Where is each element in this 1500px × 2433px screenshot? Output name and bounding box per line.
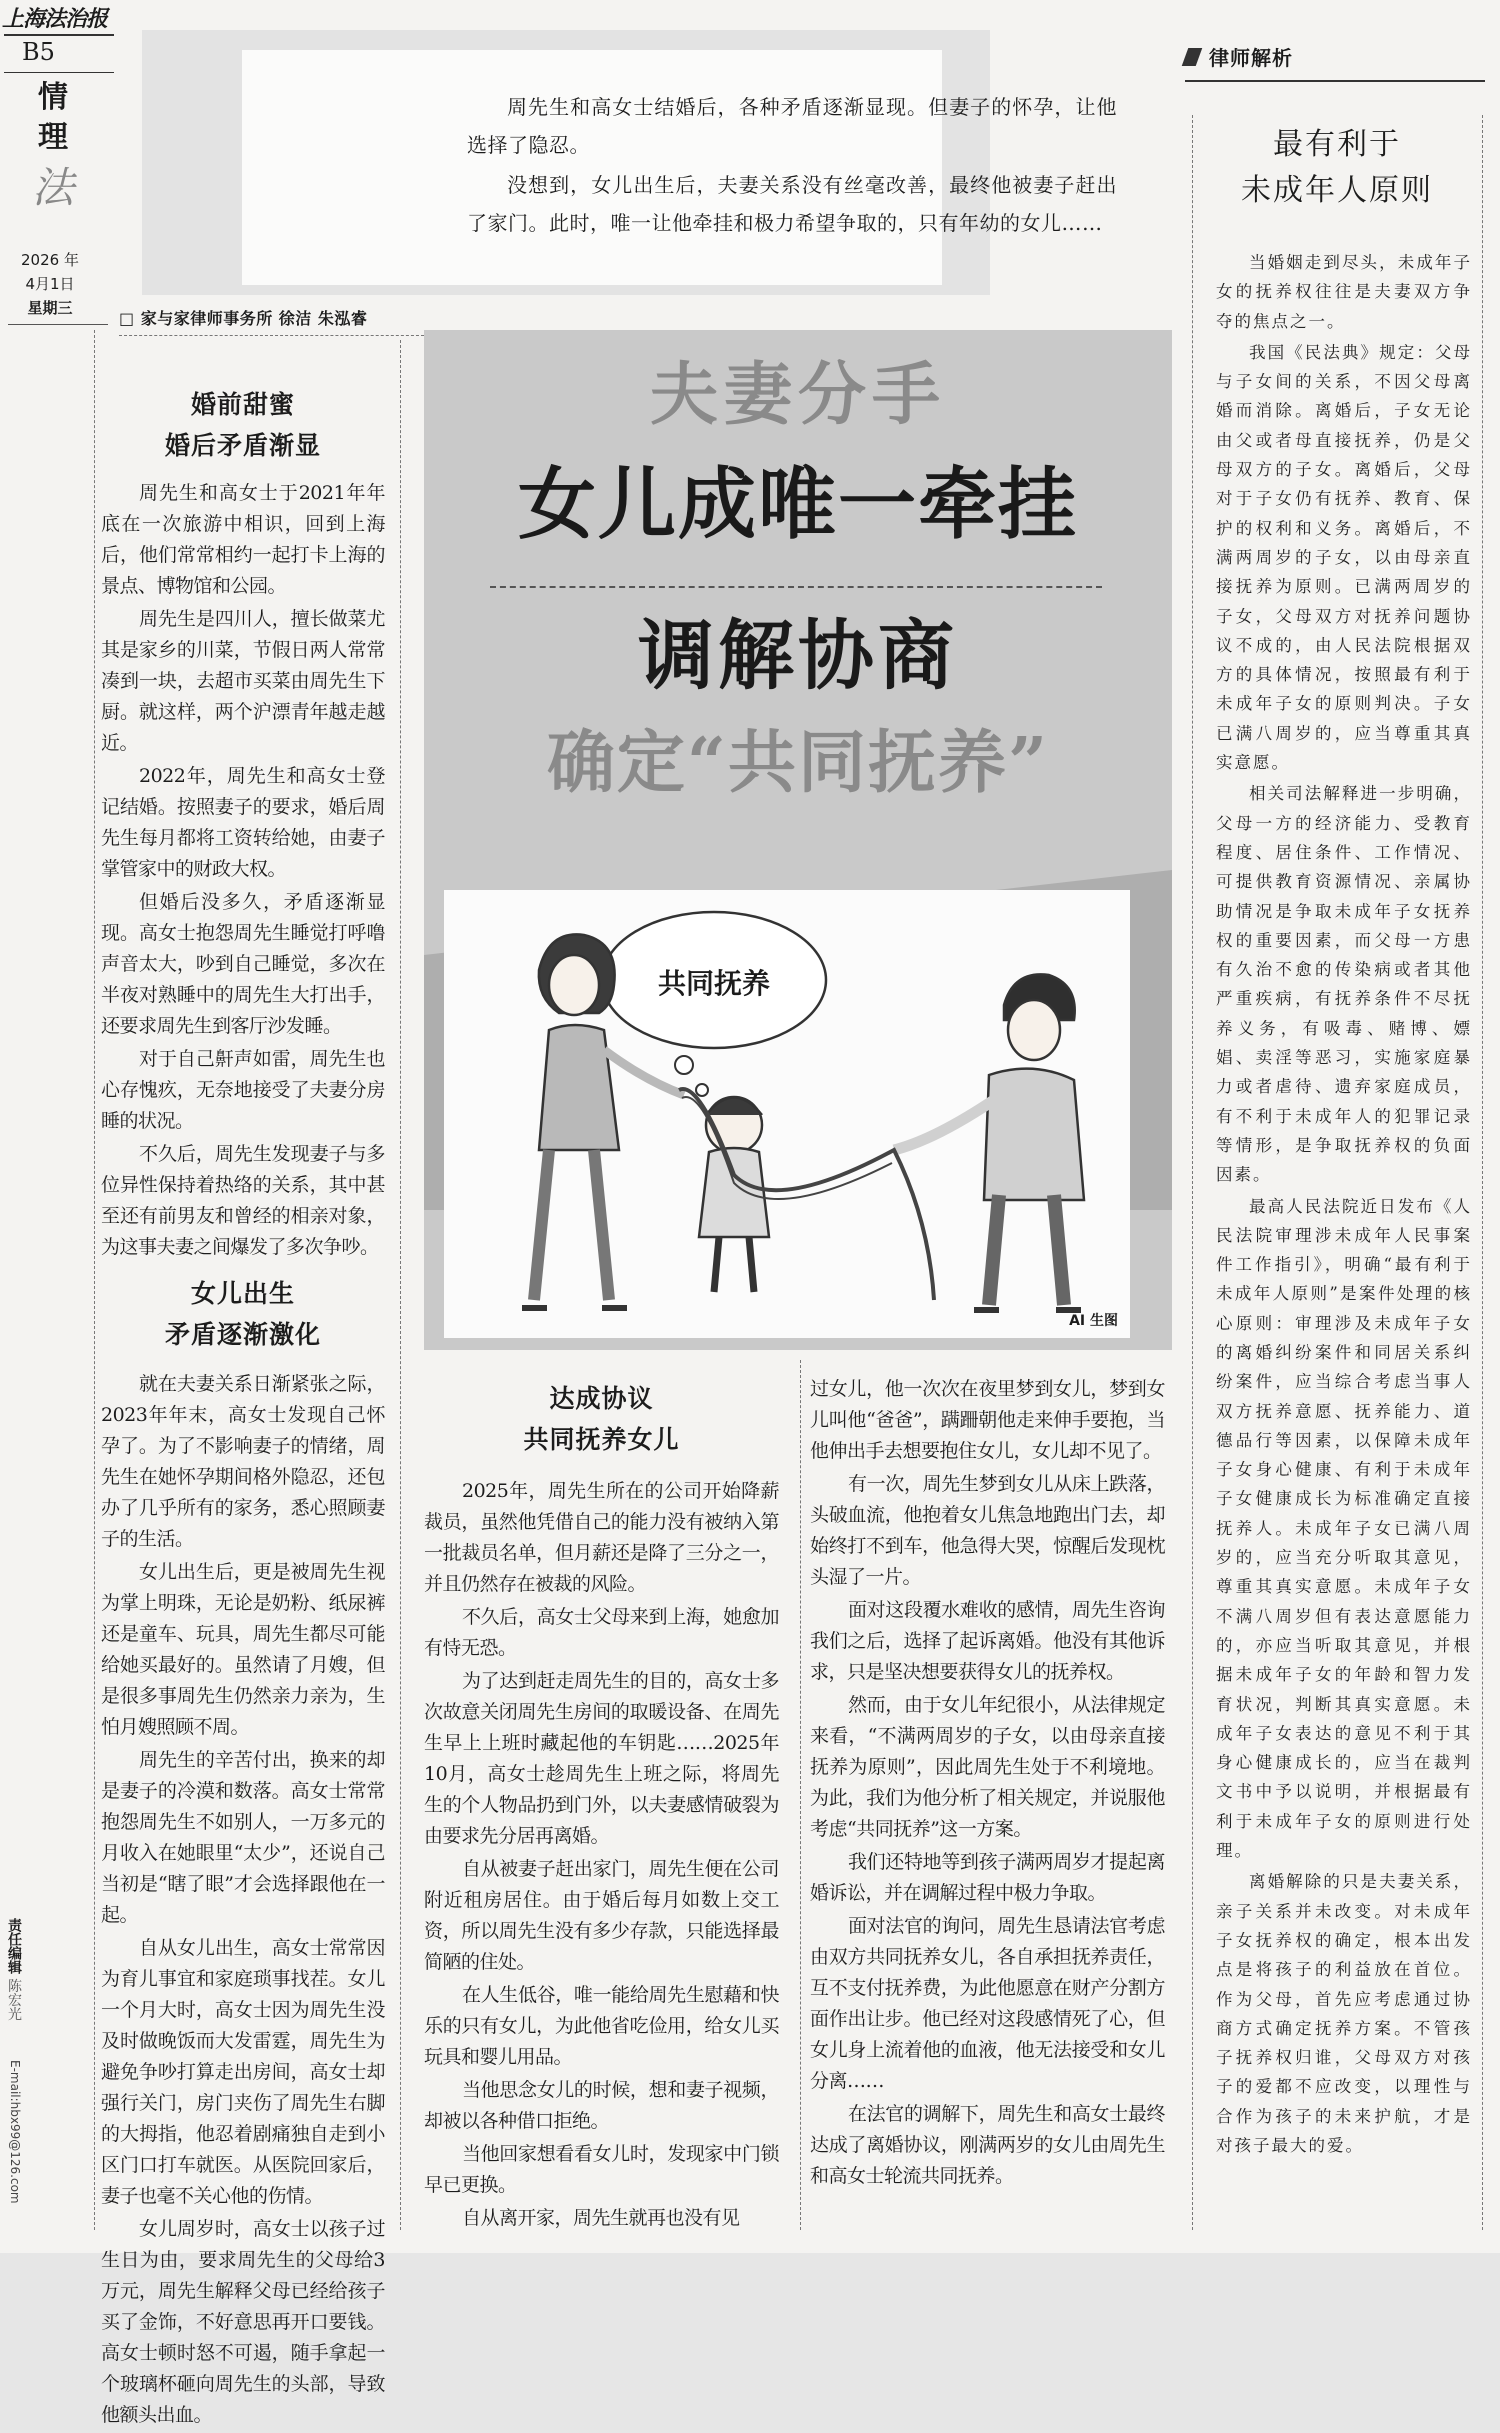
lawyer-title bbox=[1192, 122, 1482, 214]
analysis-paragraph: 相关司法解释进一步明确，父母一方的经济能力、受教育程度、居住条件、工作情况、可提供教育资源情况、亲属协助情况是争取未成年子女抚养权的重要因素，而父母一方患有久治不愈的传染病或者其他严重疾病，有抚养条件不尽抚养义务，有吸毒、赌博、嫖娼、卖淫等恶习，实施家庭暴力或者虐待、遗弃家庭成员，有不利于未成年人的犯罪记录等情形，是争取抚养权的负面因素。 bbox=[1216, 784, 1472, 1185]
body-paragraph: 周先生是四川人，擅长做菜尤其是家乡的川菜，节假日两人常常凑到一块，去超市买菜由周先生下厨。就这样，两个沪漂青年越走越近。 bbox=[101, 608, 385, 754]
headline-kicker: 夫妻分手 bbox=[649, 355, 946, 435]
body-paragraph: 在法官的调解下，周先生和高女士最终达成了离婚协议，刚满两岁的女儿由周先生和高女士轮流共同抚养。 bbox=[810, 2103, 1165, 2187]
body-paragraph: 周先生的辛苦付出，换来的却是妻子的冷漠和数落。高女士常常抱怨周先生不如别人，一万多元的月收入在她眼里“太少”，还说自己当初是“瞎了眼”才会选择跟他在一起。 bbox=[101, 1749, 385, 1926]
analysis-paragraph: 离婚解除的只是夫妻关系，亲子关系并未改变。对未成年子女抚养权的确定，根本出发点是将孩子的利益放在首位。作为父母，首先应考虑通过协商方式确定抚养方案。不管孩子抚养权归谁，父母双方对孩子的爱都不应改变，以理性与合作为孩子的未来护航，才是对孩子最大的爱。 bbox=[1216, 1872, 1472, 2155]
headline-divider bbox=[490, 586, 1102, 588]
sidebar-rule bbox=[8, 324, 108, 325]
lawyer-tag: 律师解析 bbox=[1209, 46, 1293, 70]
section-char-1: 情 bbox=[38, 80, 68, 115]
body-paragraph: 当他思念女儿的时候，想和妻子视频，却被以各种借口拒绝。 bbox=[424, 2079, 779, 2132]
body-paragraph: 自从离开家，周先生就再也没有见 bbox=[462, 2207, 740, 2229]
section2-title bbox=[101, 1273, 385, 1355]
issue-date bbox=[0, 248, 100, 320]
masthead-rule bbox=[4, 34, 114, 36]
headline-sub: 确定“共同抚养” bbox=[546, 723, 1050, 803]
column-2 bbox=[424, 1378, 779, 2236]
body-paragraph: 女儿出生后，更是被周先生视为掌上明珠，无论是奶粉、纸尿裤还是童车、玩具，周先生都尽可能给她买最好的。虽然请了月嫂，但是很多事周先生仍然亲力亲为，生怕月嫂照顾不周。 bbox=[101, 1561, 385, 1738]
body-paragraph: 面对这段覆水难收的感情，周先生咨询我们之后，选择了起诉离婚。他没有其他诉求，只是坚决想要获得女儿的抚养权。 bbox=[810, 1599, 1165, 1683]
issue-day: 4月1日 bbox=[25, 275, 75, 293]
illustration-credit: AI 生图 bbox=[1069, 1313, 1118, 1329]
editor-name: 陈宏光 bbox=[6, 1978, 22, 2021]
lawyer-title-line1: 最有利于 bbox=[1273, 127, 1401, 162]
body-paragraph: 周先生和高女士于2021年年底在一次旅游中相识，回到上海后，他们常常相约一起打卡上海的景点、博物馆和公园。 bbox=[101, 482, 385, 597]
editor-credit bbox=[2, 1918, 22, 2021]
illustration bbox=[444, 890, 1130, 1338]
byline-rule bbox=[119, 335, 424, 336]
body-paragraph: 2022年，周先生和高女士登记结婚。按照妻子的要求，婚后周先生每月都将工资转给她，由妻子掌管家中的财政大权。 bbox=[101, 765, 385, 880]
section3-title-line2: 共同抚养女儿 bbox=[523, 1425, 680, 1454]
analysis-paragraph: 我国《民法典》规定：父母与子女间的关系，不因父母离婚而消除。离婚后，子女无论由父或者母直接抚养，仍是父母双方的子女。离婚后，父母对于子女仍有抚养、教育、保护的权利和义务。离婚后，不满两周岁的子女，以由母亲直接抚养为原则。已满两周岁的子女，父母双方对抚养问题协议不成的，由人民法院根据双方的具体情况，按照最有利于未成年子女的原则判决。子女已满八周岁的，应当尊重其真实意愿。 bbox=[1216, 342, 1472, 773]
headline-main: 女儿成唯一牵挂 bbox=[517, 459, 1078, 550]
body-paragraph: 自从被妻子赶出家门，周先生便在公司附近租房居住。由于婚后每月如数上交工资，所以周先生没有多少存款，只能选择最简陋的住处。 bbox=[424, 1858, 779, 1973]
body-paragraph: 在人生低谷，唯一能给周先生慰藉和快乐的只有女儿，为此他省吃俭用，给女儿买玩具和婴儿用品。 bbox=[424, 1984, 779, 2068]
intro-para: 周先生和高女士结婚后，各种矛盾逐渐显现。但妻子的怀孕，让他选择了隐忍。 bbox=[467, 95, 1117, 157]
body-paragraph: 面对法官的询问，周先生恳请法官考虑由双方共同抚养女儿，各自承担抚养责任，互不支付抚养费，为此他愿意在财产分割方面作出让步。他已经对这段感情死了心，但女儿身上流着他的血液，他无法接受和女儿分离…… bbox=[810, 1915, 1165, 2092]
body-paragraph: 过女儿，他一次次在夜里梦到女儿，梦到女儿叫他“爸爸”，蹒跚朝他走来伸手要抱，当他伸出手去想要抱住女儿，女儿却不见了。 bbox=[810, 1378, 1165, 1462]
section1-title-line1: 婚前甜蜜 bbox=[190, 390, 295, 419]
body-paragraph: 当他回家想看看女儿时，发现家中门锁早已更换。 bbox=[424, 2143, 779, 2196]
section1-title bbox=[101, 384, 385, 466]
column-rule bbox=[400, 340, 401, 2230]
lawyer-rule-left bbox=[1192, 115, 1193, 2230]
lawyer-tag-marker bbox=[1182, 48, 1203, 66]
analysis-paragraph: 当婚姻走到尽头，未成年子女的抚养权往往是夫妻双方争夺的焦点之一。 bbox=[1216, 253, 1472, 331]
intro-text bbox=[467, 88, 1117, 244]
section2-title-line2: 矛盾逐渐激化 bbox=[164, 1320, 321, 1349]
lawyer-rule-right bbox=[1482, 115, 1483, 2230]
body-paragraph: 就在夫妻关系日渐紧张之际，2023年年末，高女士发现自己怀孕了。为了不影响妻子的情绪，周先生在她怀孕期间格外隐忍，还包办了几乎所有的家务，悉心照顾妻子的生活。 bbox=[101, 1373, 385, 1550]
illustration-frame bbox=[444, 890, 1130, 1338]
page-number: B5 bbox=[22, 38, 55, 66]
body-paragraph: 自从女儿出生，高女士常常因为育儿事宜和家庭琐事找茬。女儿一个月大时，高女士因为周先生没及时做晚饭而大发雷霆，周先生为避免争吵打算走出房间，高女士却强行关门，房门夹伤了周先生右脚的大拇指，他忍着剧痛独自走到小区门口打车就医。从医院回家后，妻子也毫不关心他的伤情。 bbox=[101, 1937, 385, 2207]
column-3 bbox=[810, 1374, 1165, 2194]
section-char-3: 法 bbox=[31, 163, 74, 212]
section3-title-line1: 达成协议 bbox=[549, 1384, 654, 1413]
body-paragraph: 女儿周岁时，高女士以孩子过生日为由，要求周先生的父母给3万元，周先生解释父母已经给孩子买了金饰，不好意思再开口要钱。高女士顿时怒不可遏，随手拿起一个玻璃杯砸向周先生的头部，导致他额头出血。 bbox=[101, 2218, 385, 2426]
body-paragraph: 不久后，周先生发现妻子与多位异性保持着热络的关系，其中甚至还有前男友和曾经的相亲对象，为这事夫妻之间爆发了多次争吵。 bbox=[101, 1143, 385, 1258]
body-paragraph: 我们还特地等到孩子满两周岁才提起离婚诉讼，并在调解过程中极力争取。 bbox=[810, 1851, 1165, 1904]
headline-main-2: 调解协商 bbox=[638, 611, 958, 700]
lawyer-analysis bbox=[1216, 248, 1472, 2162]
left-column-rule bbox=[94, 330, 95, 2230]
section-name bbox=[28, 78, 78, 218]
body-paragraph: 对于自己鼾声如雷，周先生也心存愧疚，无奈地接受了夫妻分房睡的状况。 bbox=[101, 1048, 385, 1132]
section3-title bbox=[424, 1378, 779, 1460]
column-1 bbox=[101, 390, 385, 2433]
body-paragraph: 2025年，周先生所在的公司开始降薪裁员，虽然他凭借自己的能力没有被纳入第一批裁员名单，但月薪还是降了三分之一，并且仍然存在被裁的风险。 bbox=[424, 1480, 779, 1595]
girl-figure bbox=[699, 1097, 769, 1292]
intro-para: 没想到，女儿出生后，夫妻关系没有丝毫改善，最终他被妻子赶出了家门。此时，唯一让他牵挂和极力希望争取的，只有年幼的女儿…… bbox=[467, 173, 1117, 235]
masthead-rule-2 bbox=[4, 72, 114, 73]
lawyer-title-line2: 未成年人原则 bbox=[1241, 173, 1433, 208]
byline: □ 家与家律师事务所 徐洁 朱泓睿 bbox=[119, 309, 368, 328]
editor-email: E-mail:hbx99@126.com bbox=[8, 2060, 22, 2204]
lawyer-tag-box bbox=[1185, 36, 1485, 82]
intro-box bbox=[142, 30, 1117, 295]
body-paragraph: 有一次，周先生梦到女儿从床上跌落，头破血流，他抱着女儿焦急地跑出门去，却始终打不到车，他急得大哭，惊醒后发现枕头湿了一片。 bbox=[810, 1473, 1165, 1588]
editor-label: 责任编辑 bbox=[6, 1918, 22, 1974]
column-rule bbox=[800, 1360, 801, 2230]
bubble-text: 共同抚养 bbox=[657, 967, 770, 1000]
issue-weekday: 星期三 bbox=[27, 299, 73, 317]
body-paragraph: 但婚后没多久，矛盾逐渐显现。高女士抱怨周先生睡觉打呼噜声音太大，吵到自己睡觉，多次在半夜对熟睡中的周先生大打出手，还要求周先生到客厅沙发睡。 bbox=[101, 891, 385, 1037]
analysis-paragraph: 最高人民法院近日发布《人民法院审理涉未成年人民事案件工作指引》，明确“最有利于未成年人原则”是案件处理的核心原则：审理涉及未成年子女的离婚纠纷案件和同居关系纠纷案件，应当综合考虑当事人双方抚养意愿、抚养能力、道德品行等因素，以保障未成年子女身心健康、有利于未成年子女健康成长为标准确定直接抚养人。未成年子女已满八周岁的，应当充分听取其意见，尊重其真实意愿。未成年子女不满八周岁但有表达意愿能力的，亦应当听取其意见，并根据未成年子女的年龄和智力发育状况，判断其真实意愿。未成年子女表达的意见不利于其身心健康成长的，应当在裁判文书中予以说明，并根据最有利于未成年子女的原则进行处理。 bbox=[1216, 1196, 1472, 1861]
issue-year: 2026 年 bbox=[21, 251, 79, 269]
section2-title-line1: 女儿出生 bbox=[190, 1279, 295, 1308]
body-paragraph: 不久后，高女士父母来到上海，她愈加有恃无恐。 bbox=[424, 1606, 779, 1659]
body-paragraph: 然而，由于女儿年纪很小，从法律规定来看，“不满两周岁的子女，以由母亲直接抚养为原则”，因此周先生处于不利境地。为此，我们为他分析了相关规定，并说服他考虑“共同抚养”这一方案。 bbox=[810, 1694, 1165, 1840]
father-figure bbox=[894, 974, 1084, 1310]
section-char-2: 理 bbox=[38, 120, 68, 155]
section1-title-line2: 婚后矛盾渐显 bbox=[164, 431, 321, 460]
body-paragraph: 为了达到赶走周先生的目的，高女士多次故意关闭周先生房间的取暖设备、在周先生早上上班时藏起他的车钥匙……2025年10月，高女士趁周先生上班之际，将周先生的个人物品扔到门外，以夫妻感情破裂为由要求先分居再离婚。 bbox=[424, 1670, 779, 1847]
masthead-logo: 上海法治报 bbox=[2, 6, 108, 32]
